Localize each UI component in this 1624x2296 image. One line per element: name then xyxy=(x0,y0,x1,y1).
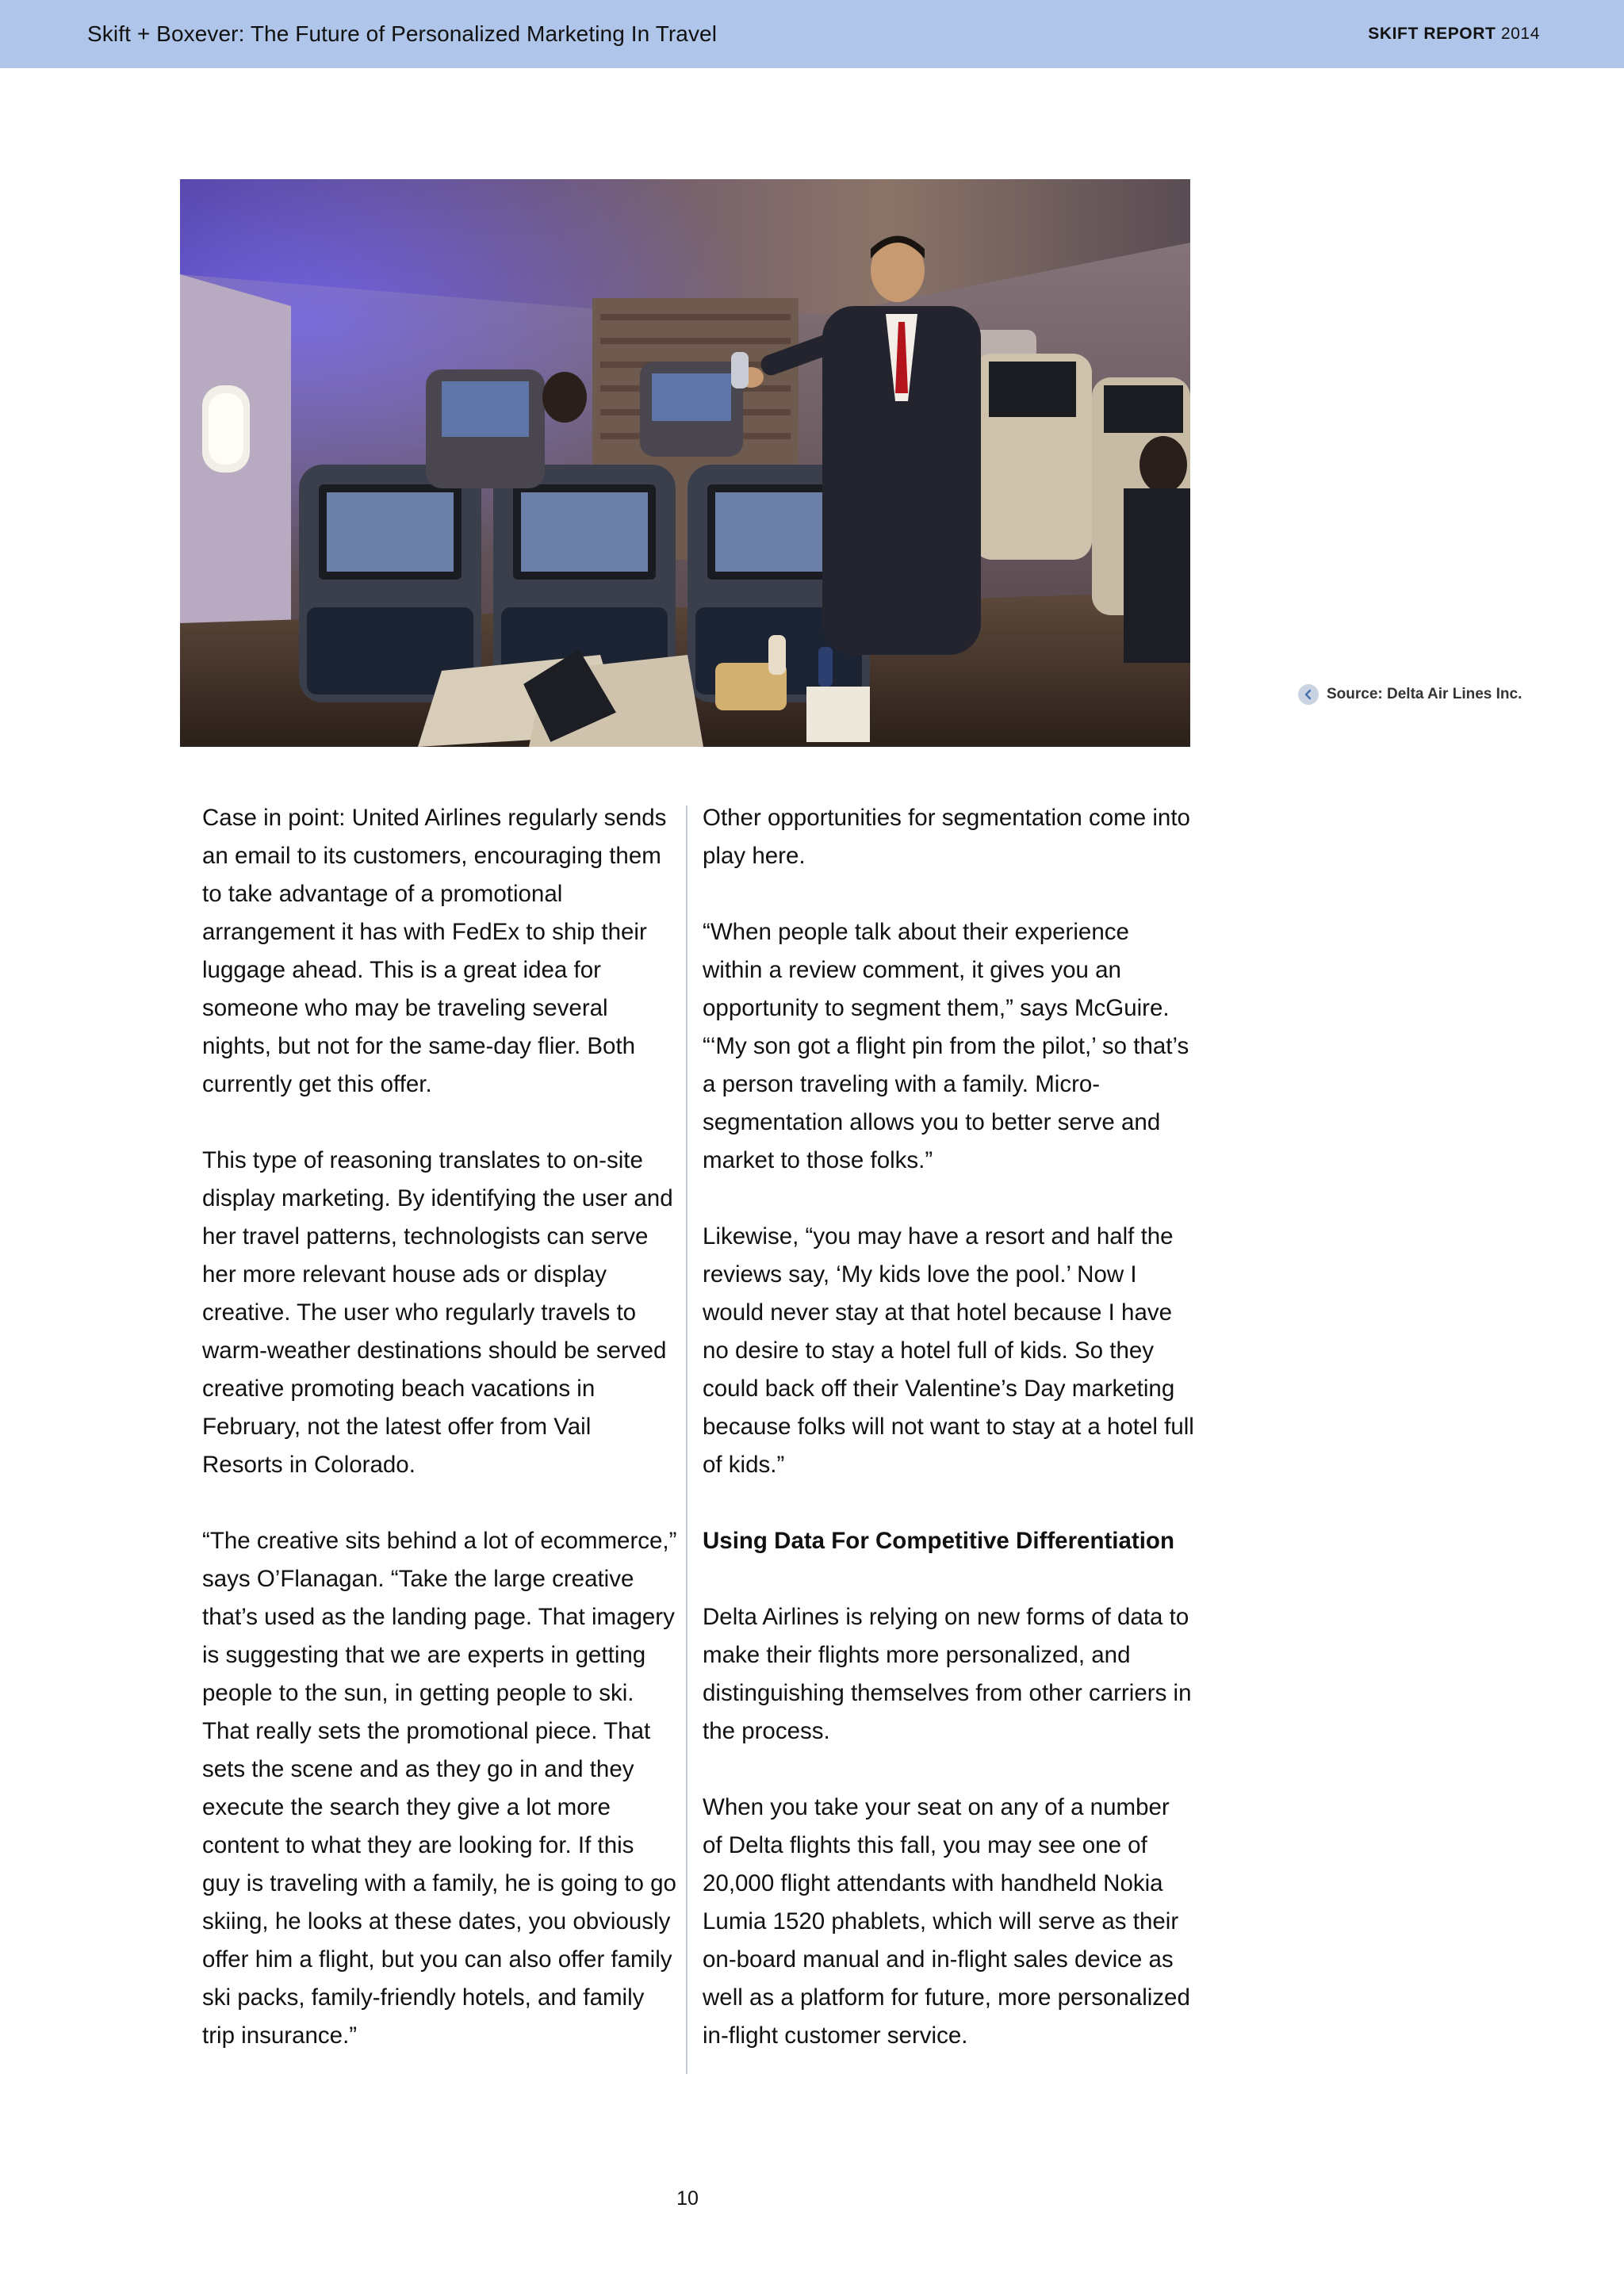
column-divider xyxy=(686,806,688,2074)
chevron-left-icon xyxy=(1298,684,1319,705)
paragraph: When you take your seat on any of a number of Delta flights this fall, you may see one of 20,000 flight attendants with handheld Nokia Lumia 1520 phablets, which will serve as their on-board manual and in-flight sales device as well as a platform for future, more personalized in-flight customer service. xyxy=(703,1794,1190,2049)
cabin-photo xyxy=(180,179,1190,747)
section-heading: Using Data For Competitive Differentiation xyxy=(703,1528,1174,1554)
paragraph: This type of reasoning translates to on-site display marketing. By identifying the user and her travel patterns, technologists can serve her more relevant house ads or display creative. The user who regularly travels to warm-weather destinations should be served creative promoting beach vacations in February, not the latest offer from Vail Resorts in Colorado. xyxy=(202,1147,673,1478)
image-source: Source: Delta Air Lines Inc. xyxy=(1327,686,1522,702)
page-number: 10 xyxy=(676,2187,699,2210)
cabin-photo-illustration xyxy=(180,179,1190,747)
right-column xyxy=(703,799,1194,2093)
report-label xyxy=(1368,25,1540,44)
report-year: 2014 xyxy=(1500,25,1540,43)
page-header xyxy=(0,0,1624,68)
left-column xyxy=(202,799,678,2093)
image-caption xyxy=(1298,683,1522,706)
paragraph: Likewise, “you may have a resort and half the reviews say, ‘My kids love the pool.’ Now I would never stay at that hotel because I have no desire to stay a hotel full of kids. So they could back off their Valentine’s Day marketing because folks will not want to stay at a hotel full of kids.” xyxy=(703,1223,1194,1478)
brand-name: SKIFT xyxy=(1368,25,1419,43)
paragraph: “The creative sits behind a lot of ecommerce,” says O’Flanagan. “Take the large creative that’s used as the landing page. That imagery is suggesting that we are experts in getting people to the sun, in getting people to ski. That really sets the promotional piece. That sets the scene and as they go in and they execute the search they give a lot more content to what they are looking for. If this guy is traveling with a family, he is going to go skiing, he looks at these dates, you obviously offer him a flight, but you can also offer family ski packs, family-friendly hotels, and family trip insurance.” xyxy=(202,1528,677,2049)
paragraph: Other opportunities for segmentation come into play here. xyxy=(703,805,1190,869)
report-word: REPORT xyxy=(1423,25,1496,43)
paragraph: Case in point: United Airlines regularly sends an email to its customers, encouraging them to take advantage of a promotional arrangement it has with FedEx to ship their luggage ahead. This is a great idea for someone who may be traveling several nights, but not for the same-day flier. Both currently get this offer. xyxy=(202,805,667,1097)
paragraph: “When people talk about their experience within a review comment, it gives you an opportunity to segment them,” says McGuire. “‘My son got a flight pin from the pilot,’ so that’s a person traveling with a family. Micro-segmentation allows you to better serve and market to those folks.” xyxy=(703,919,1189,1173)
report-title: Skift + Boxever: The Future of Personalized Marketing In Travel xyxy=(87,21,718,46)
paragraph: Delta Airlines is relying on new forms of data to make their flights more personalized, and distinguishing themselves from other carriers in the process. xyxy=(703,1604,1192,1744)
